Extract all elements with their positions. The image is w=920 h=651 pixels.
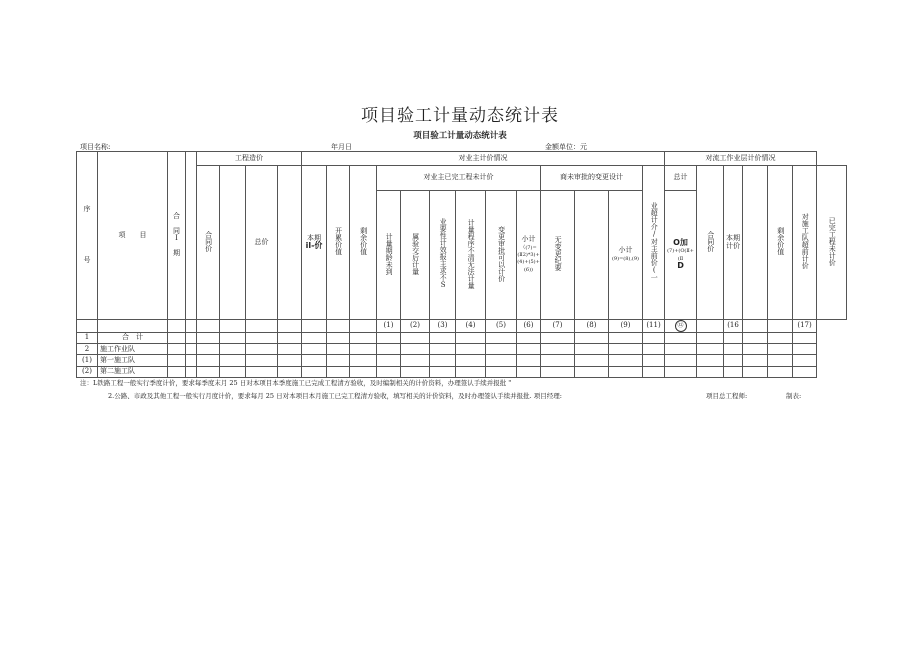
index-cell: (3) [430,319,456,332]
col-variation-blank [575,190,609,319]
note-line-1: 注：L铁路工程一般实行季度计价，要求每季度末月 25 日对本项目本季度施工已完成工程清方验收，及时编制相关的计价资料，办理签认手续并报批 " [80,379,512,387]
col-team-over: 对施工队超前计价 [793,166,817,319]
amount-unit-label: 金额单位：元 [545,143,587,151]
table-row: 1 合 计 [77,332,847,343]
col-cost-blank-2 [278,166,302,319]
col-team-contract: 合同价 [697,166,724,319]
col-change: 变更审批可以计价 [486,190,517,319]
index-cell: ⑫ [665,319,697,332]
statistics-table [76,151,847,378]
contract-period-header: 合 同 I 期 [168,152,186,320]
chief-engineer-label: 项目总工程师: [706,392,748,400]
col-team-current: 本期计价 [724,166,743,319]
blank-header [186,152,197,320]
table-row: 2 施工作业队 [77,344,847,355]
col-current: 本期 il-价 [302,166,327,319]
completed-unpriced-header: 对业主已完工程未计价 [377,166,541,191]
team-group-header: 对流工作业层计价情况 [665,152,817,166]
date-label: 年月日 [331,143,352,151]
col-team-blank [743,166,768,319]
seq-header: 序 号 [77,152,98,320]
table-row: (2) 第二施工队 [77,366,847,377]
col-remaining: 剩余价值 [350,166,377,319]
col-no-change: 无变更纪要 [541,190,575,319]
col-contract-price: 合同价 [197,166,220,319]
index-cell: (2) [401,319,430,332]
cost-group-header: 工程造价 [197,152,302,166]
variation-header: 商未审批的变更设计 [541,166,643,191]
col-cumulative: 开累价值 [327,166,350,319]
index-cell: (1) [377,319,401,332]
index-cell: (17) [793,319,817,332]
index-cell: (16 [724,319,743,332]
index-row [77,319,847,332]
col-subtotal-b: 小计 (9)=(8),(9) [609,190,643,319]
table-row: (1) 第一施工队 [77,355,847,366]
index-cell: (8) [575,319,609,332]
index-cell: (5) [486,319,517,332]
index-cell: (7) [541,319,575,332]
col-subtotal-a: 小计 （(7)=(Ⅱ2)*3)+(4)+(5)+(6)) [517,190,541,319]
col-cost-blank [220,166,246,319]
item-header: 项 目 [98,152,168,320]
col-measured: 计量期龄未到 [377,190,401,319]
col-grand-total: O加 (7)+(O(Ⅱ+(Ⅱ D [665,190,697,319]
col-acceptance: 属验交后计量 [401,190,430,319]
index-cell: (4) [456,319,486,332]
project-name-label: 项目名称: [80,143,111,151]
col-owner-unpriced: 业超计介/对主前价(一 [643,166,665,319]
total-header: 总计 [665,166,697,191]
preparer-label: 制表: [786,392,802,400]
document-title: 项目验工计量动态统计表 [361,106,559,126]
index-cell: (6) [517,319,541,332]
index-cell: (11) [643,319,665,332]
col-total-price: 总价 [246,166,278,319]
owner-group-header: 对业主计价情况 [302,152,665,166]
col-owner-reason: 业要性计效报主求不S [430,190,456,319]
col-team-remaining: 剩余价值 [768,166,793,319]
note-line-2: 2.公路、市政及其他工程一般实行月度计价，要求每月 25 日对本项目本月施工已完工程清方验收，填写相关的计价资料，及时办理签认手续并报批. 项目经理: [108,392,562,400]
col-team-done: 已完工程未计价 [817,166,847,319]
table-subtitle: 项目验工计量动态统计表 [413,131,507,141]
index-cell: (9) [609,319,643,332]
col-procedure: 计量程序不清无法计量 [456,190,486,319]
